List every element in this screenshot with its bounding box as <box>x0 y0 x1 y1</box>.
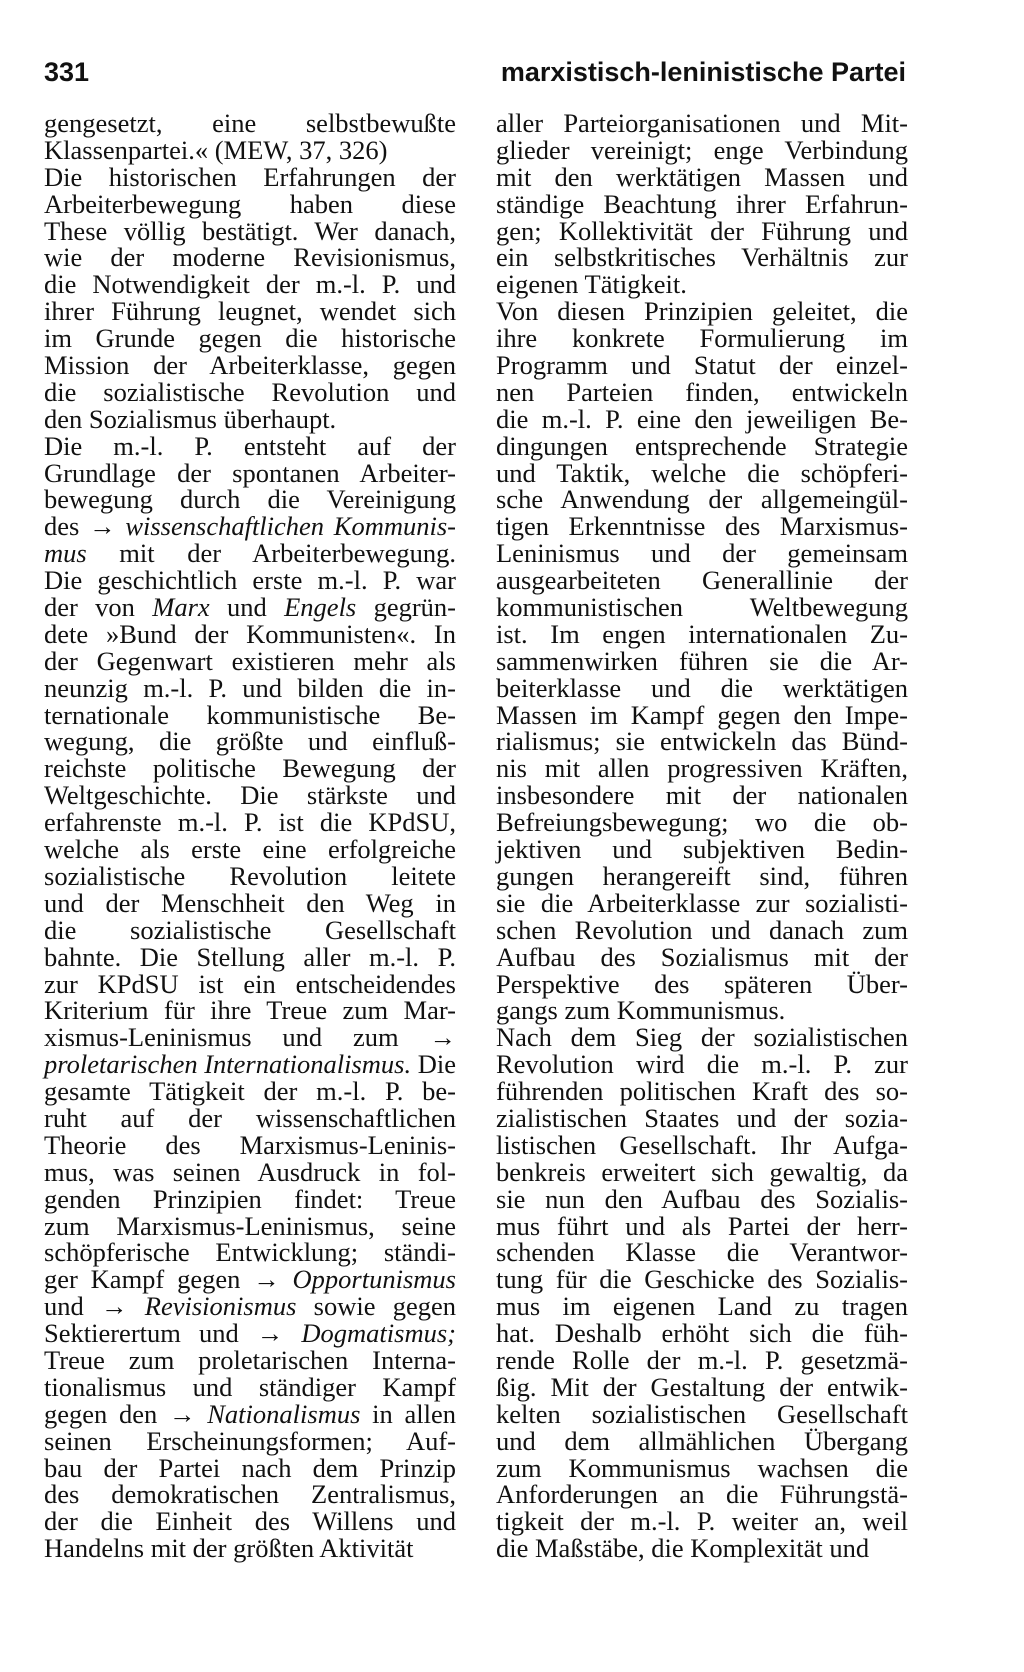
text-line: tigkeit der m.-l. P. weiter an, weil <box>496 1506 908 1537</box>
text-line: insbesondere mit der nationalen <box>496 780 908 811</box>
text-line: Arbeiterbewegung haben diese <box>44 188 456 219</box>
text-line: Die m.-l. P. entsteht auf der <box>44 430 456 461</box>
text-line: ständige Beachtung ihrer Erfahrun- <box>496 188 908 219</box>
section-title: marxistisch-leninistische Partei <box>500 57 906 87</box>
text-line: der Gegenwart existieren mehr als <box>44 645 456 676</box>
paragraph <box>44 430 457 1564</box>
text-line: rende Rolle der m.-l. P. gesetzmä- <box>496 1344 908 1375</box>
text-line: sche Anwendung der allgemeingül- <box>496 484 908 515</box>
text-line: seinen Erscheinungsformen; Auf- <box>44 1425 456 1456</box>
italic-term: Dogmatismus; <box>301 1318 456 1349</box>
text-line: ßig. Mit der Gestaltung der entwik- <box>496 1371 908 1402</box>
italic-term: proletarischen Internationalismus. <box>44 1049 412 1080</box>
text-line: listischen Gesellschaft. Ihr Aufga- <box>496 1129 908 1160</box>
text-line: Kriterium für ihre Treue zum Mar- <box>44 995 456 1026</box>
text-line: nen Parteien finden, entwickeln <box>496 376 908 407</box>
text-line: sie nun den Aufbau des Sozialis- <box>496 1183 908 1214</box>
text-segment: mit der Arbeiterbewegung. <box>86 538 456 569</box>
text-line: Mission der Arbeiterklasse, gegen <box>44 350 456 381</box>
text-line: gungen herangereift sind, führen <box>496 860 908 891</box>
text-line: Befreiungsbewegung; wo die ob- <box>496 807 908 838</box>
text-line: sammenwirken führen sie die Ar- <box>496 645 908 676</box>
text-line <box>44 513 456 540</box>
text-line: führenden politischen Kraft des so- <box>496 1076 908 1107</box>
text-line: These völlig bestätigt. Wer danach, <box>44 215 456 246</box>
text-column-left <box>44 110 456 1562</box>
text-line: benkreis erweitert sich gewaltig, da <box>496 1156 908 1187</box>
text-line: kommunistischen Weltbewegung <box>496 592 908 623</box>
text-line: die sozialistische Gesellschaft <box>44 914 456 945</box>
text-line: den Sozialismus überhaupt. <box>44 403 337 434</box>
text-line: wegung, die größte und einfluß- <box>44 726 456 757</box>
text-line: ein selbstkritisches Verhältnis zur <box>496 242 908 273</box>
text-line <box>44 594 456 621</box>
text-line: Leninismus und der gemeinsam <box>496 538 908 569</box>
text-line: Weltgeschichte. Die stärkste und <box>44 780 456 811</box>
text-line: gen; Kollektivität der Führung und <box>496 215 908 246</box>
text-line: und der Menschheit den Weg in <box>44 887 456 918</box>
text-line: Perspektive des späteren Über- <box>496 968 908 999</box>
text-line: Grundlage der spontanen Arbeiter- <box>44 457 456 488</box>
text-segment: ger Kampf gegen → <box>44 1264 293 1295</box>
text-segment: gegen den → <box>44 1398 208 1429</box>
text-line: Massen im Kampf gegen den Impe- <box>496 699 908 730</box>
text-line: sozialistische Revolution leitete <box>44 860 456 891</box>
text-line: ihrer Führung leugnet, wendet sich <box>44 296 456 327</box>
text-line: rialismus; sie entwickeln das Bünd- <box>496 726 908 757</box>
text-line: glieder vereinigt; enge Verbindung <box>496 134 908 165</box>
text-line: neunzig m.-l. P. und bilden die in- <box>44 672 456 703</box>
paragraph <box>496 298 908 1024</box>
paragraph <box>44 161 456 434</box>
italic-term: Revisionismus <box>144 1291 297 1322</box>
text-segment: Sektierertum und → <box>44 1318 302 1349</box>
text-line: hat. Deshalb erhöht sich die füh- <box>496 1318 908 1349</box>
text-segment: und → <box>44 1291 145 1322</box>
text-line: die Notwendigkeit der m.-l. P. und <box>44 269 456 300</box>
text-line <box>44 540 456 567</box>
text-line: genden Prinzipien findet: Treue <box>44 1183 456 1214</box>
text-segment: der von <box>44 592 153 623</box>
text-line: und dem allmählichen Übergang <box>496 1425 908 1456</box>
text-segment: sowie gegen <box>296 1291 456 1322</box>
text-line: Theorie des Marxismus-Leninis- <box>44 1129 456 1160</box>
italic-term: mus <box>44 538 87 569</box>
text-line: des demokratischen Zentralismus, <box>44 1479 456 1510</box>
text-line: mus führt und als Partei der herr- <box>496 1210 908 1241</box>
text-line: im Grunde gegen die historische <box>44 323 456 354</box>
page-number: 331 <box>44 57 90 87</box>
text-line: tionalismus und ständiger Kampf <box>44 1371 456 1402</box>
text-line: und Taktik, welche die schöpferi- <box>496 457 908 488</box>
text-line: ternationale kommunistische Be- <box>44 699 456 730</box>
text-line: die m.-l. P. eine den jeweiligen Be- <box>496 403 908 434</box>
italic-term: Engels <box>284 592 357 623</box>
text-line: gengesetzt, eine selbstbewußte <box>44 108 456 138</box>
text-line: mit den werktätigen Massen und <box>496 161 908 192</box>
text-line: Nach dem Sieg der sozialistischen <box>496 1022 908 1053</box>
text-line: schen Revolution und danach zum <box>496 914 908 945</box>
text-column-right <box>496 110 908 1562</box>
text-line: ausgearbeiteten Generallinie der <box>496 565 908 596</box>
text-line: schenden Klasse die Verantwor- <box>496 1237 908 1268</box>
text-line: schöpferische Entwicklung; ständi- <box>44 1237 456 1268</box>
paragraph <box>496 110 908 298</box>
text-line: bau der Partei nach dem Prinzip <box>44 1452 456 1483</box>
text-line: tung für die Geschicke des Sozialis- <box>496 1264 908 1295</box>
text-line: wie der moderne Revisionismus, <box>44 242 456 273</box>
text-line: gesamte Tätigkeit der m.-l. P. be- <box>44 1076 456 1107</box>
italic-term: Opportunismus <box>292 1264 456 1295</box>
text-line: Handelns mit der größten Aktivität <box>44 1533 414 1564</box>
text-line <box>44 1320 456 1347</box>
text-segment: Die <box>411 1049 456 1080</box>
text-line: jektiven und subjektiven Bedin- <box>496 834 908 865</box>
text-line: Revolution wird die m.-l. P. zur <box>496 1049 908 1080</box>
text-line: aller Parteiorganisationen und Mit- <box>496 108 908 138</box>
text-line: Aufbau des Sozialismus mit der <box>496 941 908 972</box>
text-line: Die historischen Erfahrungen der <box>44 161 456 192</box>
text-line: erfahrenste m.-l. P. ist die KPdSU, <box>44 807 456 838</box>
text-line <box>44 1051 456 1078</box>
text-line: Die geschichtlich erste m.-l. P. war <box>44 565 456 596</box>
text-line: dete »Bund der Kommunisten«. In <box>44 618 456 649</box>
text-line: reichste politische Bewegung der <box>44 753 456 784</box>
text-line: mus, was seinen Ausdruck in fol- <box>44 1156 456 1187</box>
italic-term: Nationalismus <box>207 1398 361 1429</box>
text-line: der die Einheit des Willens und <box>44 1506 456 1537</box>
text-line: zialistischen Staates und der sozia- <box>496 1102 908 1133</box>
text-line: ist. Im engen internationalen Zu- <box>496 618 908 649</box>
text-line: gangs zum Kommunismus. <box>496 995 786 1026</box>
text-segment: und <box>209 592 285 623</box>
text-line: Klassenpartei.« (MEW, 37, 326) <box>44 134 388 165</box>
text-line: welche als erste eine erfolgreiche <box>44 834 456 865</box>
paragraph <box>44 110 456 164</box>
text-line: zur KPdSU ist ein entscheidendes <box>44 968 456 999</box>
text-segment: des → <box>44 511 126 542</box>
text-line: nis mit allen progressiven Kräften, <box>496 753 908 784</box>
text-line: tigen Erkenntnisse des Marxismus- <box>496 511 908 542</box>
text-line: Programm und Statut der einzel- <box>496 350 908 381</box>
text-line: zum Kommunismus wachsen die <box>496 1452 908 1483</box>
text-line: zum Marxismus-Leninismus, seine <box>44 1210 456 1241</box>
running-head <box>44 56 906 88</box>
text-line: bahnte. Die Stellung aller m.-l. P. <box>44 941 456 972</box>
text-line: dingungen entsprechende Strategie <box>496 430 908 461</box>
text-line: eigenen Tätigkeit. <box>496 269 687 300</box>
text-segment: gegrün- <box>356 592 457 623</box>
text-line: bewegung durch die Vereinigung <box>44 484 456 515</box>
text-line: Von diesen Prinzipien geleitet, die <box>496 296 908 327</box>
text-line: die sozialistische Revolution und <box>44 376 456 407</box>
text-line: kelten sozialistischen Gesellschaft <box>496 1398 908 1429</box>
text-line: ihre konkrete Formulierung im <box>496 323 908 354</box>
text-line: sie die Arbeiterklasse zur sozialisti- <box>496 887 908 918</box>
text-line: beiterklasse und die werktätigen <box>496 672 908 703</box>
italic-term: Marx <box>152 592 210 623</box>
text-line <box>44 1293 456 1320</box>
text-line: xismus-Leninismus und zum → <box>44 1022 456 1053</box>
italic-term: wissenschaftlichen Kommunis- <box>125 511 456 542</box>
text-segment: in allen <box>360 1398 456 1429</box>
text-line <box>44 1398 456 1429</box>
text-line: mus im eigenen Land zu tragen <box>496 1291 908 1322</box>
text-line: Anforderungen an die Führungstä- <box>496 1479 908 1510</box>
text-line <box>44 1266 456 1293</box>
text-line: die Maßstäbe, die Komplexität und <box>496 1533 870 1564</box>
paragraph <box>496 1024 908 1562</box>
text-line: ruht auf der wissenschaftlichen <box>44 1102 456 1133</box>
text-line: Treue zum proletarischen Interna- <box>44 1344 456 1375</box>
